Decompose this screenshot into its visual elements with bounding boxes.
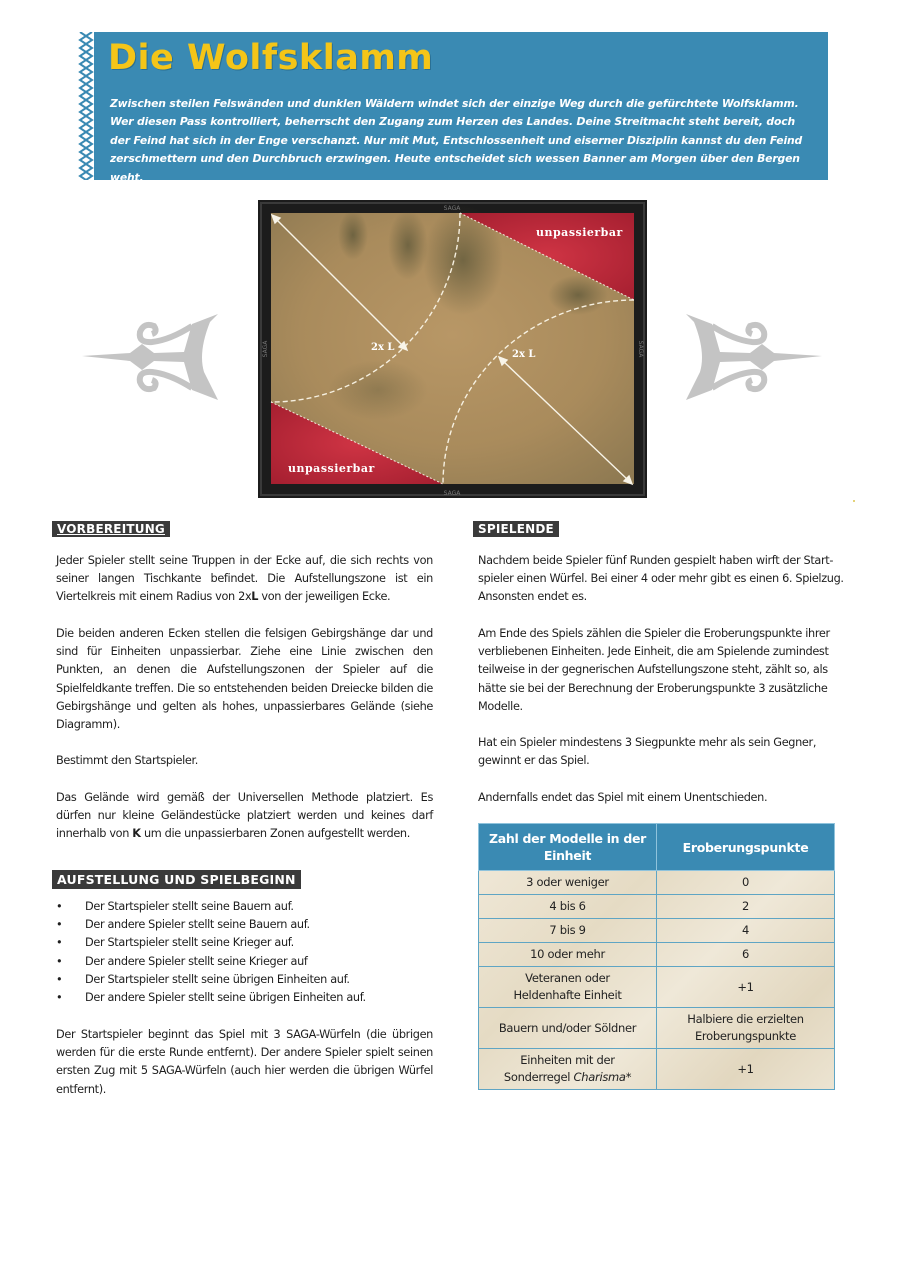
svg-text:2x L: 2x L xyxy=(371,342,395,353)
list-item: • Der Startspieler stellt seine Krieger auf. xyxy=(56,936,294,950)
svg-text:SAGA: SAGA xyxy=(443,205,461,212)
svg-text:unpassierbar: unpassierbar xyxy=(288,462,375,475)
section-heading-vorbereitung: VORBEREITUNG xyxy=(52,521,170,537)
table-header-models: Zahl der Modelle in der Einheit xyxy=(479,824,657,871)
list-item: • Der andere Spieler stellt seine Krieger auf xyxy=(56,954,308,968)
spielende-paragraph-4: Andernfalls endet das Spiel mit einem Unentschieden. xyxy=(478,791,768,804)
list-item: • Der andere Spieler stellt seine Bauern auf. xyxy=(56,918,310,932)
svg-text:unpassierbar: unpassierbar xyxy=(536,226,623,239)
table-row: 3 oder weniger 0 xyxy=(479,871,835,895)
table-row: 10 oder mehr 6 xyxy=(479,943,835,967)
list-item: • Der Startspieler stellt seine Bauern auf. xyxy=(56,900,294,913)
svg-text:SAGA: SAGA xyxy=(262,340,269,358)
vorbereitung-paragraph-4: Das Gelände wird gemäß der Universellen Methode platziert. Es dürfen nur kleine Geländestücke platziert werden und keines darf innerhalb von K um die unpassierbaren Zonen aufgestellt werden. xyxy=(56,791,433,841)
spielende-paragraph-1: Nachdem beide Spieler fünf Runden gespielt haben wirft der Start-spieler einen Würfel. Bei einer 4 oder mehr gibt es einen 6. Spielzug. Ansonsten endet es. xyxy=(478,554,844,604)
intro-banner xyxy=(78,32,828,184)
svg-text:SAGA: SAGA xyxy=(637,340,644,358)
battlefield-map xyxy=(258,200,647,498)
spielende-paragraph-3: Hat ein Spieler mindestens 3 Siegpunkte mehr als sein Gegner, gewinnt er das Spiel. xyxy=(478,736,817,768)
svg-text:SAGA: SAGA xyxy=(443,490,461,497)
table-row: 7 bis 9 4 xyxy=(479,919,835,943)
ornament-right-icon xyxy=(684,312,824,402)
speck xyxy=(853,500,855,502)
list-item: • Der andere Spieler stellt seine übrigen Einheiten auf. xyxy=(56,991,366,1005)
table-row: Veteranen oder Heldenhafte Einheit +1 xyxy=(479,967,835,1008)
table-row: 4 bis 6 2 xyxy=(479,895,835,919)
spielende-paragraph-2: Am Ende des Spiels zählen die Spieler die Eroberungspunkte ihrer verbliebenen Einheiten. Jede Einheit, die am Spielende zumindest teilweise in der gegnerischen Aufstellungszone steht, zählt so, als hätte sie bei der Berechnung der Eroberungspunkte 3 zusätzliche Modelle. xyxy=(478,627,830,713)
section-heading-spielende: SPIELENDE xyxy=(473,521,559,537)
section-heading-aufstellung: AUFSTELLUNG UND SPIELBEGINN xyxy=(52,870,301,889)
table-row: Bauern und/oder Söldner Halbiere die erzielten Eroberungspunkte xyxy=(479,1008,835,1049)
vorbereitung-paragraph-3: Bestimmt den Startspieler. xyxy=(56,754,198,767)
ornament-left-icon xyxy=(80,312,220,402)
table-row: Einheiten mit der Sonderregel Charisma* +1 xyxy=(479,1049,835,1090)
vorbereitung-paragraph-1: Jeder Spieler stellt seine Truppen in der Ecke auf, die sich rechts von seiner langen Tischkante befindet. Die Aufstellungszone ist ein Viertelkreis mit einem Radius von 2xL von der jeweiligen Ecke. xyxy=(56,554,433,604)
celtic-braid-border-icon xyxy=(78,32,94,180)
page-title: Die Wolfsklamm xyxy=(108,38,434,78)
vorbereitung-paragraph-2: Die beiden anderen Ecken stellen die felsigen Gebirgshänge dar und sind für Einheiten unpassierbar. Ziehe eine Linie zwischen den Punkten, an denen die Aufstellungszonen der Spieler auf die Spielfeldkante treffen. Die so entstehenden beiden Dreiecke bilden die Gebirgshänge und gelten als hohes, unpassierbares Gelände (siehe Diagramm). xyxy=(56,627,433,732)
table-header-points: Eroberungspunkte xyxy=(657,824,835,871)
aufstellung-closing-paragraph: Der Startspieler beginnt das Spiel mit 3 SAGA-Würfeln (die übrigen werden für die erste Runde entfernt). Der andere Spieler spielt seinen ersten Zug mit 5 SAGA-Würfeln (auch hier werden die übrigen Würfel entfernt). xyxy=(56,1028,433,1096)
intro-text: Zwischen steilen Felswänden und dunklen Wäldern windet sich der einzige Weg durch die gefürchtete Wolfsklamm. Wer diesen Pass kontrolliert, beherrscht den Zugang zum Herzen des Landes. Deine Streitmacht steht bereit, doch der Feind hat sich in der Enge verschanzt. Nur mit Mut, Entschlossenheit und eiserner Disziplin kannst du den Feind zerschmettern und den Durchbruch erzwingen. Heute entscheidet sich wessen Banner am Morgen über den Bergen weht. xyxy=(110,97,803,184)
deployment-order-list xyxy=(56,898,436,1007)
list-item: • Der Startspieler stellt seine übrigen Einheiten auf. xyxy=(56,972,350,986)
svg-text:2x L: 2x L xyxy=(512,349,536,360)
conquest-points-table xyxy=(478,823,835,1090)
